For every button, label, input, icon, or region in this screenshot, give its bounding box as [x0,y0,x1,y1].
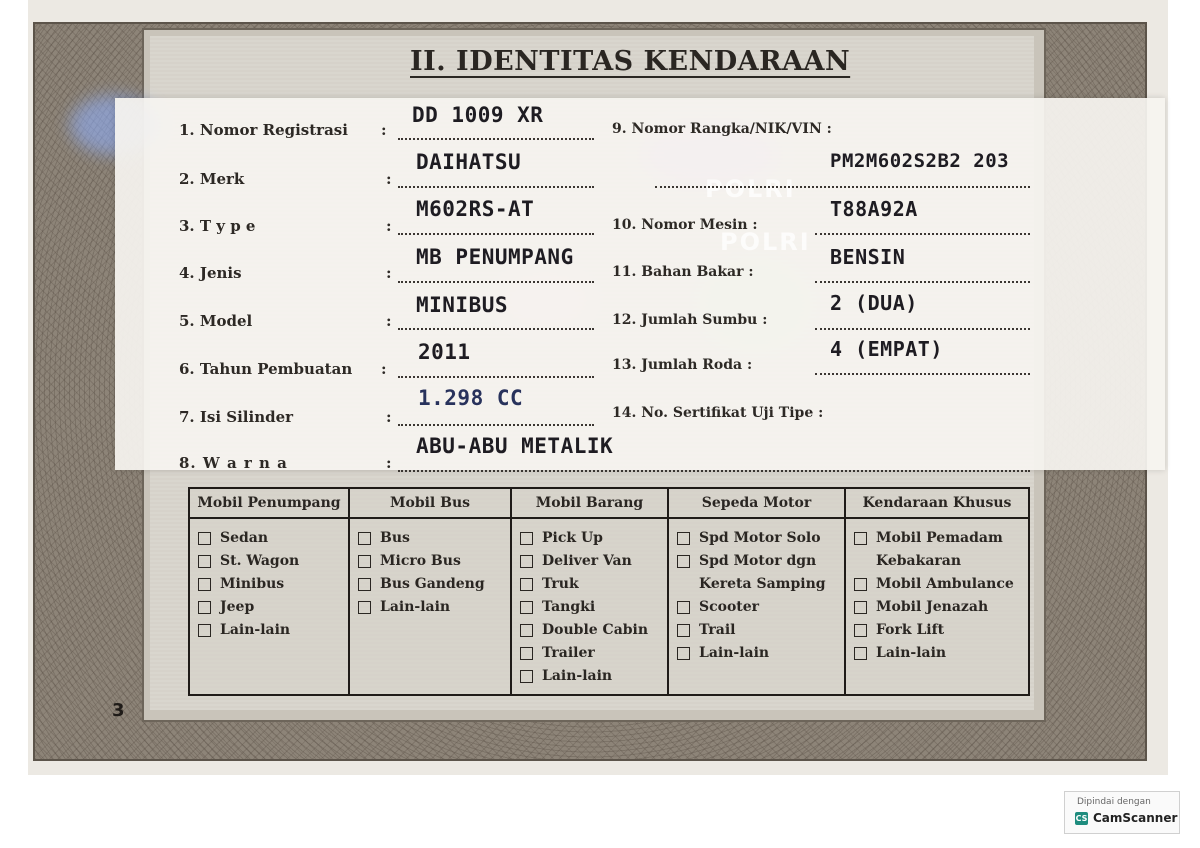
checkbox[interactable] [520,555,533,568]
list-item[interactable] [198,619,348,642]
dotted-line [815,328,1030,330]
dotted-line [398,470,1030,472]
list-item[interactable] [198,573,348,596]
list-item[interactable] [358,527,510,550]
colon: : [386,170,392,188]
colon: : [381,121,387,139]
checkbox[interactable] [198,624,211,637]
list-item[interactable] [677,527,844,550]
checkbox[interactable] [520,532,533,545]
item-label: Mobil Pemadam [876,530,1003,546]
checkbox[interactable] [198,578,211,591]
list-item[interactable] [854,619,1028,642]
list-item[interactable] [520,596,667,619]
item-label: Kereta Samping [699,576,826,592]
dotted-line [815,233,1030,235]
checkbox[interactable] [198,532,211,545]
list-item-continuation [854,550,1028,573]
page-title: II. IDENTITAS KENDARAAN [410,46,851,77]
field-value: 1.298 CC [418,386,524,410]
category-column [350,489,512,694]
item-label: Jeep [220,599,255,615]
checkbox[interactable] [677,647,690,660]
dotted-line [398,138,594,140]
list-item[interactable] [520,642,667,665]
field-value: 4 (EMPAT) [830,337,943,361]
item-label: St. Wagon [220,553,300,569]
field-value: 2 (DUA) [830,291,918,315]
item-label: Pick Up [542,530,603,546]
dotted-line [398,233,594,235]
field-label: 3. T y p e [179,217,256,235]
page-number: 3 [112,700,125,721]
list-item[interactable] [520,527,667,550]
list-item[interactable] [198,527,348,550]
checkbox[interactable] [677,601,690,614]
watermark-text: POLRI [705,175,796,203]
item-label: Sedan [220,530,269,546]
list-item-continuation [677,573,844,596]
dotted-line [815,373,1030,375]
field-label: 13. Jumlah Roda : [612,357,753,373]
checkbox[interactable] [677,532,690,545]
field-value: T88A92A [830,197,918,221]
field-label: 10. Nomor Mesin : [612,217,758,233]
list-item[interactable] [198,596,348,619]
vehicle-category-table [188,487,1030,696]
colon: : [386,312,392,330]
checkbox[interactable] [520,601,533,614]
column-header: Sepeda Motor [669,489,844,519]
item-label: Kebakaran [876,553,962,569]
checkbox[interactable] [198,555,211,568]
list-item[interactable] [854,527,1028,550]
field-label: 12. Jumlah Sumbu : [612,312,768,328]
checkbox[interactable] [854,624,867,637]
item-label: Truk [542,576,579,592]
camscanner-badge [1064,791,1180,834]
category-column [669,489,846,694]
checkbox[interactable] [358,532,371,545]
item-label: Fork Lift [876,622,945,638]
item-label: Bus Gandeng [380,576,485,592]
item-label: Lain-lain [876,645,947,661]
item-label: Lain-lain [380,599,451,615]
checkbox[interactable] [520,624,533,637]
list-item[interactable] [520,573,667,596]
colon: : [386,454,392,472]
checkbox[interactable] [677,624,690,637]
field-value: M602RS-AT [416,197,535,221]
list-item[interactable] [198,550,348,573]
checkbox[interactable] [198,601,211,614]
list-item[interactable] [520,665,667,688]
column-header: Mobil Barang [512,489,667,519]
field-label: 5. Model [179,312,253,330]
checkbox[interactable] [520,647,533,660]
field-value: MINIBUS [416,293,509,317]
field-label: 11. Bahan Bakar : [612,264,754,280]
checkbox[interactable] [854,532,867,545]
scanner-caption: Dipindai dengan [1077,797,1151,807]
field-label: 4. Jenis [179,264,242,282]
item-label: Minibus [220,576,285,592]
item-label: Mobil Jenazah [876,599,989,615]
field-value: BENSIN [830,245,906,269]
dotted-line [398,424,594,426]
field-value: MB PENUMPANG [416,245,574,269]
colon: : [386,217,392,235]
item-label: Double Cabin [542,622,649,638]
field-label: 8. W a r n a [179,454,288,472]
field-label: 9. Nomor Rangka/NIK/VIN : [612,121,832,137]
checkbox[interactable] [520,578,533,591]
dotted-line [398,186,594,188]
field-value: DAIHATSU [416,150,522,174]
dotted-line [398,281,594,283]
list-item[interactable] [677,642,844,665]
watermark-text: POLRI [720,228,811,256]
list-item[interactable] [520,619,667,642]
item-label: Lain-lain [699,645,770,661]
field-value: DD 1009 XR [412,103,544,127]
category-column [512,489,669,694]
checkbox[interactable] [358,555,371,568]
item-label: Tangki [542,599,596,615]
field-label: 1. Nomor Registrasi [179,121,348,139]
item-label: Deliver Van [542,553,632,569]
list-item[interactable] [854,642,1028,665]
list-item[interactable] [358,573,510,596]
colon: : [381,360,387,378]
item-label: Trailer [542,645,595,661]
colon: : [386,408,392,426]
list-item[interactable] [520,550,667,573]
checkbox[interactable] [358,601,371,614]
item-label: Micro Bus [380,553,461,569]
field-value: ABU-ABU METALIK [416,434,614,458]
column-header: Mobil Penumpang [190,489,348,519]
column-header: Mobil Bus [350,489,510,519]
field-label: 14. No. Sertifikat Uji Tipe : [612,405,824,421]
category-column [190,489,350,694]
field-label: 2. Merk [179,170,245,188]
list-item[interactable] [854,573,1028,596]
item-label: Lain-lain [542,668,613,684]
checkbox[interactable] [854,601,867,614]
item-label: Lain-lain [220,622,291,638]
category-column [846,489,1028,694]
dotted-line [398,328,594,330]
list-item[interactable] [358,550,510,573]
column-header: Kendaraan Khusus [846,489,1028,519]
field-value: PM2M602S2B2 203 [830,150,1010,172]
item-label: Trail [699,622,736,638]
scanner-brand: CamScanner [1093,811,1178,825]
field-value: 2011 [418,340,471,364]
list-item[interactable] [677,596,844,619]
dotted-line [815,281,1030,283]
item-label: Bus [380,530,410,546]
field-label: 6. Tahun Pembuatan [179,360,353,378]
list-item[interactable] [358,596,510,619]
field-label: 7. Isi Silinder [179,408,294,426]
colon: : [386,264,392,282]
item-label: Mobil Ambulance [876,576,1014,592]
list-item[interactable] [854,596,1028,619]
checkbox[interactable] [520,670,533,683]
dotted-line [655,186,1030,188]
item-label: Scooter [699,599,760,615]
camscanner-icon: CS [1075,814,1088,823]
checkbox[interactable] [677,555,690,568]
checkbox[interactable] [358,578,371,591]
list-item[interactable] [677,550,844,573]
checkbox[interactable] [854,578,867,591]
item-label: Spd Motor Solo [699,530,821,546]
checkbox[interactable] [854,647,867,660]
list-item[interactable] [677,619,844,642]
dotted-line [398,376,594,378]
item-label: Spd Motor dgn [699,553,817,569]
